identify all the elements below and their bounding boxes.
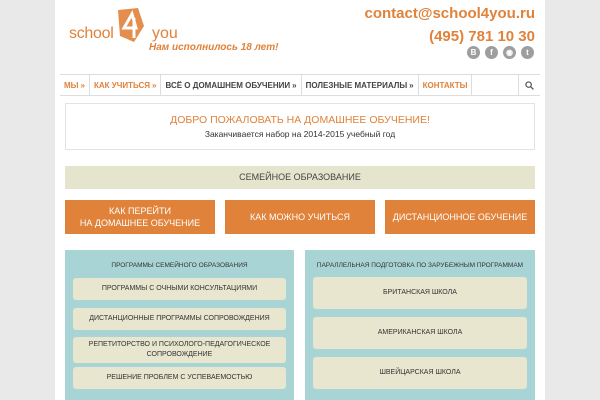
nav-item-label: МЫ	[64, 80, 79, 90]
family-programs-panel	[65, 250, 294, 400]
welcome-title: ДОБРО ПОЖАЛОВАТЬ НА ДОМАШНЕЕ ОБУЧЕНИЕ!	[170, 114, 430, 126]
nav-arrow: »	[292, 80, 297, 90]
logo-four-icon	[114, 6, 148, 46]
nav-item-label: ПОЛЕЗНЫЕ МАТЕРИАЛЫ	[305, 80, 408, 90]
main-nav	[60, 74, 540, 96]
facebook-icon[interactable]: f	[485, 46, 498, 59]
list-item[interactable]: ПРОГРАММЫ С ОЧНЫМИ КОНСУЛЬТАЦИЯМИ	[73, 278, 286, 300]
list-item-line: РЕПЕТИТОРСТВО И ПСИХОЛОГО-ПЕДАГОГИЧЕСКОЕ	[88, 341, 271, 349]
nav-arrow: »	[80, 80, 85, 90]
distance-learning-button[interactable]: ДИСТАНЦИОННОЕ ОБУЧЕНИЕ	[385, 200, 535, 234]
search-icon	[525, 81, 534, 90]
logo-tagline: Нам исполнилось 18 лет!	[149, 42, 279, 53]
nav-item-about-homeschool[interactable]	[161, 75, 301, 95]
nav-item-label: ВСЁ О ДОМАШНЕМ ОБУЧЕНИИ	[165, 80, 291, 90]
how-can-study-button[interactable]: КАК МОЖНО УЧИТЬСЯ	[225, 200, 375, 234]
twitter-icon[interactable]: t	[521, 46, 534, 59]
how-to-switch-button[interactable]	[65, 200, 215, 234]
welcome-box	[65, 103, 535, 150]
contact-block	[365, 5, 536, 45]
panel-title: ПРОГРАММЫ СЕМЕЙНОГО ОБРАЗОВАНИЯ	[111, 262, 248, 269]
family-education-bar[interactable]: СЕМЕЙНОЕ ОБРАЗОВАНИЕ	[65, 166, 535, 189]
nav-item-label: КОНТАКТЫ	[422, 80, 468, 90]
list-item-line: СОПРОВОЖДЕНИЕ	[146, 351, 213, 358]
search-button[interactable]	[518, 75, 540, 95]
nav-item-materials[interactable]	[302, 75, 419, 95]
logo-you-text: you	[152, 25, 178, 42]
list-item[interactable]: АМЕРИКАНСКАЯ ШКОЛА	[313, 317, 527, 349]
list-item[interactable]: БРИТАНСКАЯ ШКОЛА	[313, 277, 527, 309]
nav-item-how-to-study[interactable]	[90, 75, 162, 95]
nav-arrow: »	[152, 80, 157, 90]
social-links	[467, 46, 534, 59]
nav-item-we[interactable]	[60, 75, 90, 95]
list-item[interactable]	[73, 337, 286, 363]
panel-title: ПАРАЛЛЕЛЬНАЯ ПОДГОТОВКА ПО ЗАРУБЕЖНЫМ ПРОГРАММАМ	[316, 262, 524, 269]
page	[55, 0, 545, 400]
welcome-subtitle: Заканчивается набор на 2014-2015 учебный год	[204, 129, 396, 139]
rss-icon[interactable]: ◉	[503, 46, 516, 59]
nav-item-contacts[interactable]	[419, 75, 473, 95]
vk-icon[interactable]: В	[467, 46, 480, 59]
contact-email-link[interactable]: contact@school4you.ru	[364, 5, 535, 22]
contact-phone: (495) 781 10 30	[429, 28, 535, 45]
button-line: КАК ПЕРЕЙТИ	[109, 205, 171, 216]
list-item[interactable]: ШВЕЙЦАРСКАЯ ШКОЛА	[313, 357, 527, 389]
foreign-programs-panel	[305, 250, 535, 400]
nav-arrow: »	[409, 80, 414, 90]
nav-item-label: КАК УЧИТЬСЯ	[93, 80, 151, 90]
button-line: НА ДОМАШНЕЕ ОБУЧЕНИЕ	[79, 218, 201, 228]
list-item[interactable]: РЕШЕНИЕ ПРОБЛЕМ С УСПЕВАЕМОСТЬЮ	[73, 367, 286, 389]
list-item[interactable]: ДИСТАНЦИОННЫЕ ПРОГРАММЫ СОПРОВОЖДЕНИЯ	[73, 308, 286, 330]
site-logo[interactable]	[69, 4, 279, 56]
logo-school-text: school	[69, 25, 114, 42]
